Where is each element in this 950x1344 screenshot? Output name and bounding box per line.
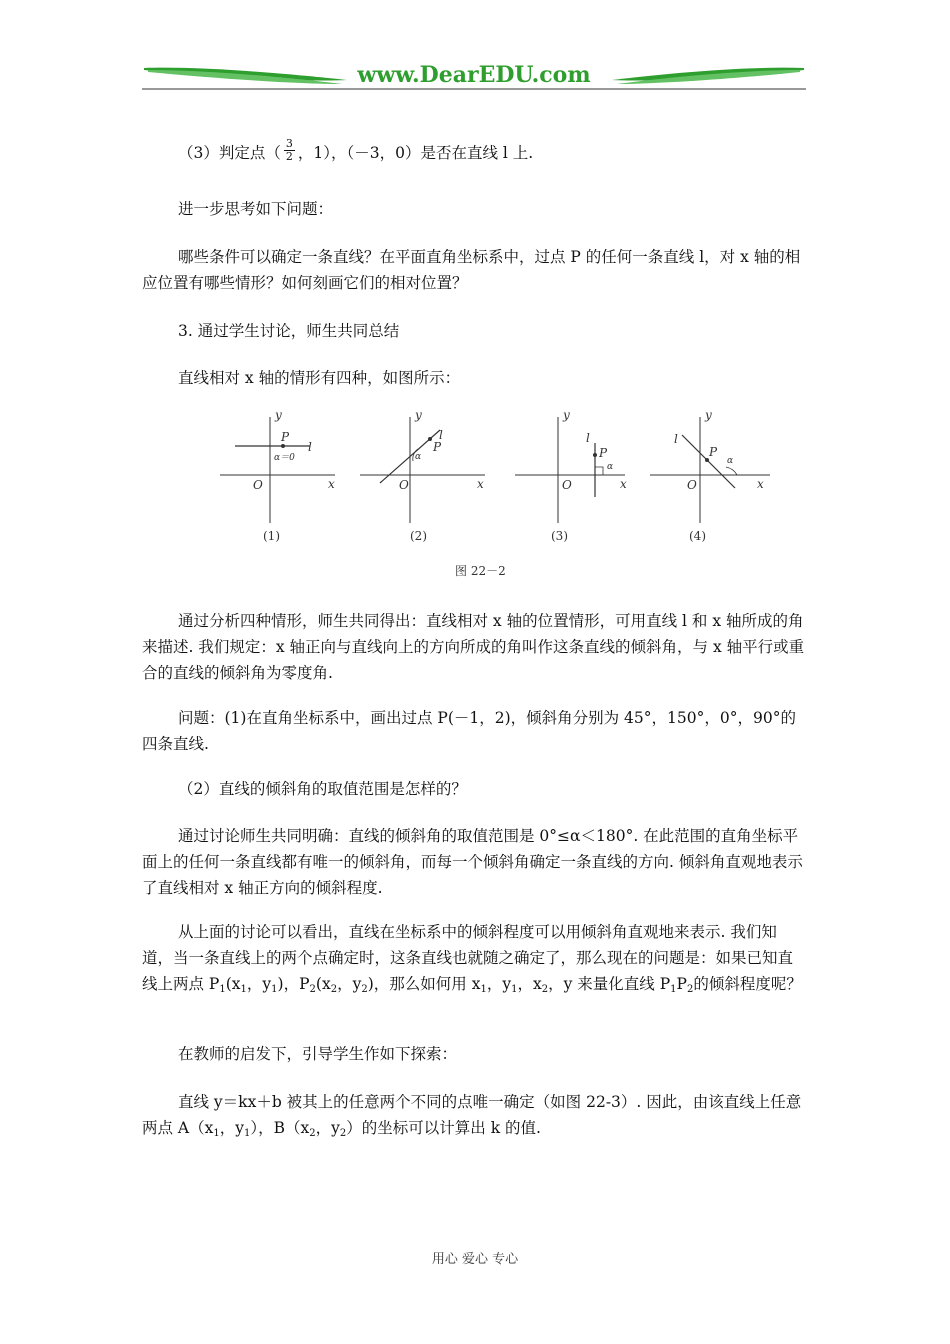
text-segment: ，x bbox=[517, 975, 542, 993]
paragraph-further-thinking: 进一步思考如下问题： bbox=[178, 200, 334, 218]
paragraph-compute-k bbox=[142, 1089, 806, 1147]
subscript: 1 bbox=[670, 984, 677, 995]
text-segment: ，y bbox=[337, 975, 362, 993]
text-segment: ，y 来量化直线 P bbox=[548, 975, 671, 993]
paragraph-inclination-definition: 通过分析四种情形，师生共同得出：直线相对 x 轴的位置情形，可用直线 l 和 x 轴所成的角来描述. 我们规定：x 轴正向与直线向上的方向所成的角叫作这条直线的倾斜角，与 x 轴平行或重合的直线的倾斜角为零度角. bbox=[142, 612, 805, 682]
case-2-label: (2) bbox=[410, 529, 427, 543]
case-1-label: (1) bbox=[263, 529, 280, 543]
diagram-case-3 bbox=[515, 408, 627, 543]
origin-label: O bbox=[687, 478, 697, 492]
text-segment: ，y bbox=[315, 1119, 340, 1137]
fraction-denominator: 2 bbox=[285, 149, 293, 163]
alpha-label: α bbox=[415, 452, 422, 462]
line-l-label: l bbox=[586, 431, 590, 445]
alpha-label: α bbox=[607, 462, 614, 472]
site-name: www.DearEDU.com bbox=[357, 62, 591, 88]
line-l-label: l bbox=[439, 428, 443, 442]
diagram-case-4 bbox=[650, 408, 770, 543]
point-p bbox=[428, 437, 432, 441]
subscript: 1 bbox=[213, 1128, 220, 1139]
diagram-case-2 bbox=[360, 408, 485, 543]
text-segment: ），B（x bbox=[250, 1119, 310, 1137]
point-p-label: P bbox=[709, 445, 718, 459]
point-p bbox=[593, 453, 597, 457]
subscript: 1 bbox=[271, 984, 278, 995]
text-segment: )，那么如何用 x bbox=[367, 975, 481, 993]
y-axis-label: y bbox=[275, 408, 282, 422]
subscript: 1 bbox=[219, 984, 226, 995]
text-segment: (x bbox=[225, 975, 241, 993]
text-segment: )，P bbox=[277, 975, 310, 993]
case-3-label: (3) bbox=[551, 529, 568, 543]
y-axis-label: y bbox=[705, 408, 712, 422]
subscript: 2 bbox=[309, 1128, 316, 1139]
paragraph-conditions-question: 哪些条件可以确定一条直线？在平面直角坐标系中，过点 P 的任何一条直线 l，对 x 轴的相应位置有哪些情形？如何刻画它们的相对位置？ bbox=[142, 248, 801, 292]
text-segment: ，1），（－3，0）是否在直线 l 上. bbox=[297, 144, 534, 162]
origin-label: O bbox=[562, 478, 572, 492]
text-segment: （3）判定点（ bbox=[178, 144, 281, 162]
subscript: 1 bbox=[244, 1128, 251, 1139]
point-p-label: P bbox=[433, 440, 442, 454]
four-cases-diagram bbox=[215, 405, 775, 595]
subscript: 2 bbox=[309, 984, 316, 995]
subscript: 1 bbox=[511, 984, 518, 995]
line-l-label: l bbox=[674, 432, 678, 446]
paragraph-question-draw-lines: 问题：(1)在直角坐标系中，画出过点 P(－1，2)，倾斜角分别为 45°，150°，0°，90°的四条直线. bbox=[142, 709, 796, 753]
paragraph-summary-heading: 3. 通过学生讨论，师生共同总结 bbox=[178, 322, 400, 340]
subscript: 2 bbox=[330, 984, 338, 995]
origin-label: O bbox=[253, 478, 263, 492]
figure-22-2 bbox=[215, 405, 775, 595]
header-swoosh-logo bbox=[142, 58, 806, 92]
y-axis-label: y bbox=[563, 408, 570, 422]
text-segment: ，y bbox=[219, 1119, 245, 1137]
alpha-label: α bbox=[727, 456, 734, 466]
paragraph-judge-points bbox=[178, 136, 808, 167]
paragraph-quantify-slope bbox=[142, 919, 806, 1003]
x-axis-label: x bbox=[477, 477, 484, 491]
subscript: 2 bbox=[339, 1128, 347, 1139]
figure-caption: 图 22－2 bbox=[455, 564, 506, 578]
paragraph-four-cases: 直线相对 x 轴的情形有四种，如图所示： bbox=[178, 369, 461, 387]
point-p-label: P bbox=[599, 446, 608, 460]
paragraph-range-conclusion: 通过讨论师生共同明确：直线的倾斜角的取值范围是 0°≤α＜180°. 在此范围的直角坐标平面上的任何一条直线都有唯一的倾斜角，而每一个倾斜角确定一条直线的方向. 倾斜角直观地表示了直线相对 x 轴正方向的倾斜程度. bbox=[142, 827, 803, 897]
text-segment: ，y bbox=[246, 975, 272, 993]
site-header-banner bbox=[142, 58, 806, 92]
right-angle-mark bbox=[595, 467, 603, 475]
subscript: 2 bbox=[541, 984, 549, 995]
subscript: 2 bbox=[361, 984, 368, 995]
point-p bbox=[281, 444, 285, 448]
x-axis-label: x bbox=[757, 477, 764, 491]
text-segment: 直线 y＝kx＋b 被其上的任意两个不同的点唯一确定（如图 22-3）. 因此，由该直线上任意两点 A（x bbox=[142, 1093, 802, 1137]
subscript: 1 bbox=[240, 984, 247, 995]
paragraph-guided-exploration: 在教师的启发下，引导学生作如下探索： bbox=[178, 1045, 458, 1063]
subscript: 2 bbox=[686, 984, 694, 995]
page-footer: 用心 爱心 专心 bbox=[431, 1252, 519, 1267]
fraction-three-halves bbox=[284, 138, 295, 163]
diagram-case-1 bbox=[220, 408, 335, 543]
x-axis-label: x bbox=[620, 477, 627, 491]
y-axis-label: y bbox=[415, 408, 422, 422]
text-segment: ，y bbox=[486, 975, 512, 993]
angle-arc bbox=[726, 467, 737, 475]
x-axis-label: x bbox=[328, 477, 335, 491]
subscript: 1 bbox=[480, 984, 487, 995]
case-4-label: (4) bbox=[689, 529, 706, 543]
paragraph-question-range: （2）直线的倾斜角的取值范围是怎样的？ bbox=[178, 780, 467, 798]
text-segment: (x bbox=[315, 975, 331, 993]
alpha-zero-label: α＝0 bbox=[274, 453, 295, 463]
text-segment: 的倾斜程度呢？ bbox=[693, 975, 802, 993]
fraction-numerator: 3 bbox=[285, 136, 293, 150]
origin-label: O bbox=[399, 478, 409, 492]
line-l-label: l bbox=[308, 440, 312, 454]
point-p-label: P bbox=[281, 430, 290, 444]
text-segment: ）的坐标可以计算出 k 的值. bbox=[346, 1119, 541, 1137]
text-segment: P bbox=[676, 975, 687, 993]
text-segment: 从上面的讨论可以看出，直线在坐标系中的倾斜程度可以用倾斜角直观地来表示. 我们知道，当一条直线上的两个点确定时，这条直线也就随之确定了，那么现在的问题是：如果已知直线上两点 P bbox=[142, 923, 794, 993]
